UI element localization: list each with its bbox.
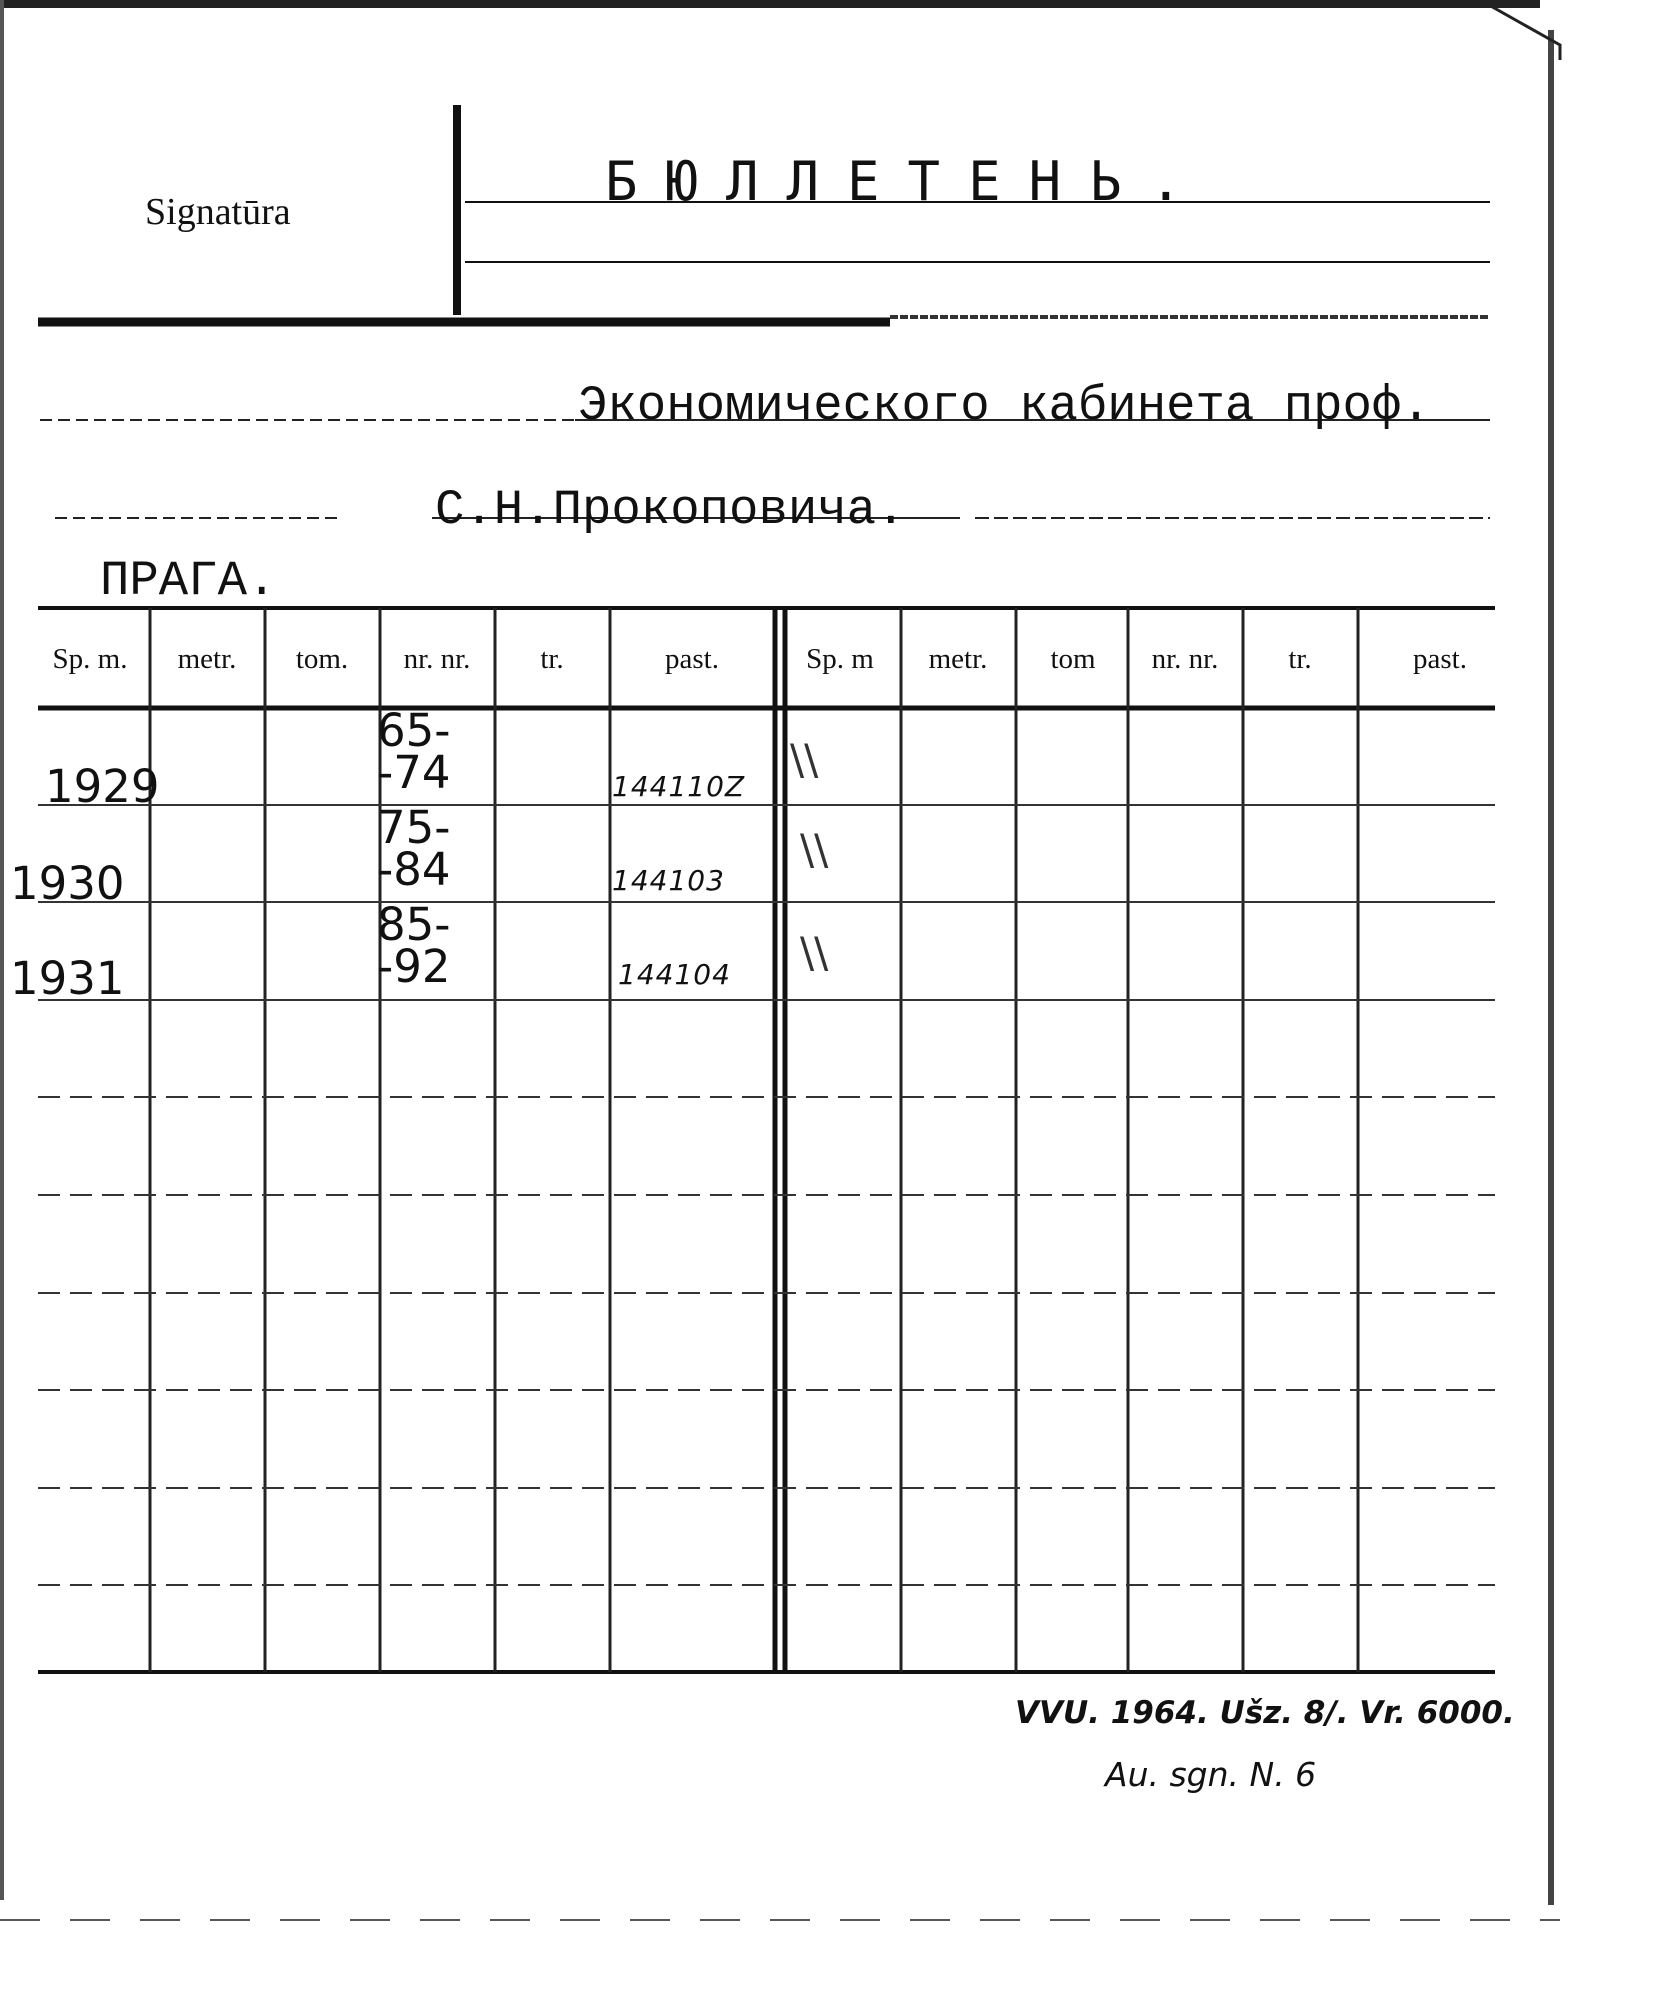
row-nr-start: 65- [377, 704, 451, 757]
row-checkmark: \\ [800, 825, 829, 874]
row-past-number: 144104 [618, 958, 731, 991]
row-nr-start: 75- [377, 801, 451, 854]
card-title: БЮЛЛЕТЕНЬ. [605, 150, 1211, 213]
row-checkmark: \\ [800, 928, 829, 977]
col-header-tom-2: tom [1050, 643, 1096, 675]
row-year: 1930 [10, 857, 125, 910]
col-header-metr: metr. [177, 643, 237, 675]
print-note: VVU. 1964. Ušz. 8/. Vr. 6000. [1015, 1695, 1515, 1731]
row-nr-end: -84 [377, 843, 451, 896]
col-header-sp-m-2: Sp. m [806, 643, 874, 675]
row-nr-start: 85- [377, 898, 451, 951]
publisher-line-2: С.Н.Прокоповича. [435, 482, 906, 538]
col-header-tr: tr. [540, 643, 564, 675]
col-header-tr-2: tr. [1288, 643, 1312, 675]
publisher-line-1: Экономического кабинета проф. [578, 378, 1431, 434]
row-nr-end: -74 [377, 746, 451, 799]
row-year: 1929 [45, 760, 160, 813]
col-header-nr-nr: nr. nr. [403, 643, 471, 675]
col-header-tom: tom. [295, 643, 349, 675]
col-header-past-2: past. [1413, 643, 1467, 675]
col-header-past: past. [665, 643, 719, 675]
col-header-sp-m: Sp. m. [52, 643, 128, 675]
row-past-number: 144103 [612, 864, 725, 897]
col-header-nr-nr-2: nr. nr. [1151, 643, 1219, 675]
row-year: 1931 [10, 952, 125, 1005]
col-header-metr-2: metr. [928, 643, 988, 675]
row-past-number: 144110Z [612, 770, 746, 803]
signatura-label: Signatūra [145, 191, 291, 233]
reference-note: Au. sgn. N. 6 [1105, 1755, 1317, 1794]
row-nr-end: -92 [377, 940, 451, 993]
publisher-city: ПРАГА. [100, 553, 277, 609]
row-checkmark: \\ [790, 735, 819, 784]
